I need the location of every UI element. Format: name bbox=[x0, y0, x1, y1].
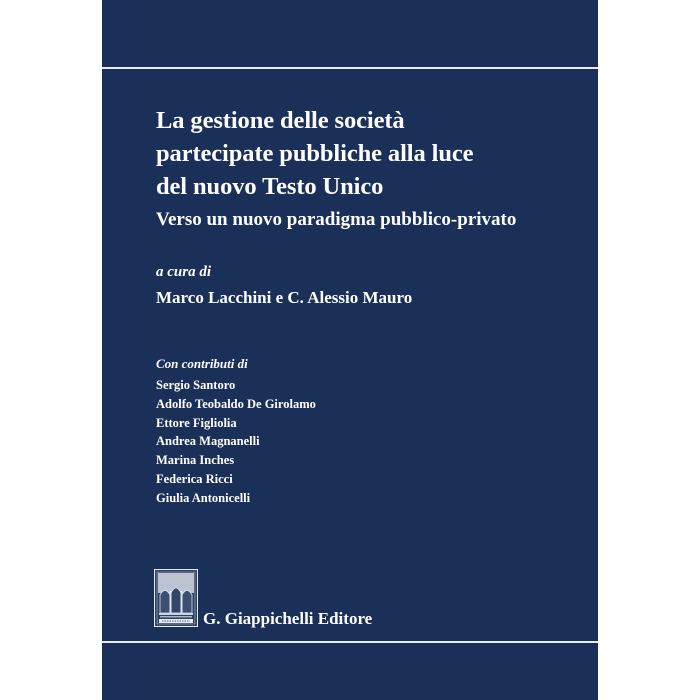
book-cover bbox=[102, 0, 598, 700]
publisher-name: G. Giappichelli Editore bbox=[203, 609, 373, 628]
title-line: del nuovo Testo Unico bbox=[156, 173, 384, 200]
title-line: partecipate pubbliche alla luce bbox=[156, 140, 474, 167]
contributors-list bbox=[156, 376, 316, 508]
publisher-logo-icon bbox=[154, 569, 198, 627]
editors: Marco Lacchini e C. Alessio Mauro bbox=[156, 288, 413, 307]
contributor-name: Federica Ricci bbox=[156, 471, 233, 486]
contributor-name: Ettore Figliolia bbox=[156, 415, 237, 430]
contributor-name: Marina Inches bbox=[156, 453, 235, 468]
top-rule bbox=[102, 67, 598, 69]
contributor-name: Sergio Santoro bbox=[156, 378, 236, 392]
contributors-label: Con contributi di bbox=[156, 356, 248, 371]
book-subtitle: Verso un nuovo paradigma pubblico-privato bbox=[156, 209, 517, 230]
edited-by-label: a cura di bbox=[156, 264, 212, 280]
title-line: La gestione delle società bbox=[156, 107, 405, 134]
contributor-name: Giulia Antonicelli bbox=[156, 490, 251, 505]
bottom-rule bbox=[102, 641, 598, 643]
book-title bbox=[156, 104, 473, 203]
contributor-name: Andrea Magnanelli bbox=[156, 434, 260, 449]
contributor-name: Adolfo Teobaldo De Girolamo bbox=[156, 396, 316, 411]
